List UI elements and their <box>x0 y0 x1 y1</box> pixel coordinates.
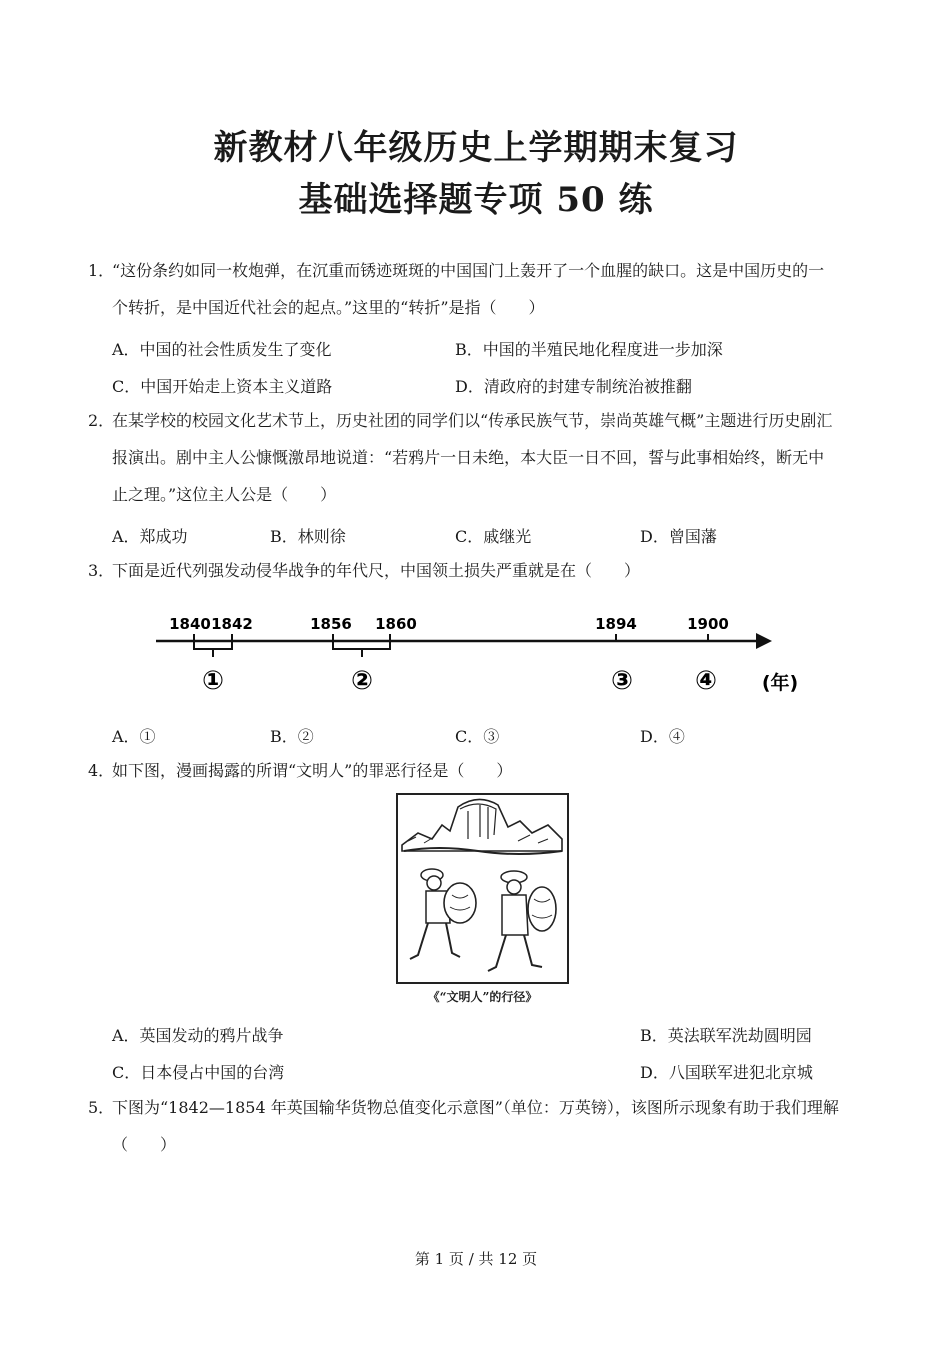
option-a[interactable]: A．郑成功 <box>112 527 188 546</box>
option-b[interactable]: B．英法联军洗劫圆明园 <box>640 1026 812 1045</box>
marker-1: ① <box>201 666 225 696</box>
year-label: 1856 <box>310 615 352 633</box>
year-label: 1842 <box>211 615 253 633</box>
question-text <box>112 752 872 789</box>
year-label: 1860 <box>375 615 417 633</box>
question-text <box>112 402 872 513</box>
option-b[interactable]: B．② <box>270 727 314 746</box>
question-line: 报演出。剧中主人公慷慨激昂地说道：“若鸦片一日未绝，本大臣一日不回，誓与此事相始终，断无中 <box>112 448 825 467</box>
option-d[interactable]: D．④ <box>640 727 685 746</box>
loot-sack-left <box>444 883 476 923</box>
legs-left <box>410 923 460 959</box>
unit-label: (年) <box>761 672 799 694</box>
cartoon-drawing <box>398 795 567 982</box>
question-text <box>112 252 872 326</box>
marker-4: ④ <box>694 666 718 696</box>
question-line: “这份条约如同一枚炮弹，在沉重而锈迹斑斑的中国国门上轰开了一个血腥的缺口。这是中国历史的一 <box>112 261 825 280</box>
option-a[interactable]: A．① <box>112 727 156 746</box>
question-line: （ ） <box>112 1135 177 1154</box>
year-label: 1840 <box>169 615 211 633</box>
question-line: 如下图，漫画揭露的所谓“文明人”的罪恶行径是（ ） <box>112 761 513 780</box>
legs-right <box>488 935 542 971</box>
question-text <box>112 552 872 589</box>
question-number: 1． <box>88 261 115 280</box>
question-line: 下面是近代列强发动侵华战争的年代尺，中国领土损失严重就是在（ ） <box>112 561 641 580</box>
question-number: 4． <box>88 761 115 780</box>
question-line: 个转折，是中国近代社会的起点。”这里的“转折”是指（ ） <box>112 298 545 317</box>
option-b[interactable]: B．林则徐 <box>270 527 346 546</box>
body-right <box>502 895 528 935</box>
question-number: 5． <box>88 1098 115 1117</box>
question-number: 2． <box>88 411 115 430</box>
question-line: 在某学校的校园文化艺术节上，历史社团的同学们以“传承民族气节，崇尚英雄气概”主题进行历史剧汇 <box>112 411 833 430</box>
option-d[interactable]: D．八国联军进犯北京城 <box>640 1063 813 1082</box>
timeline-chart <box>150 605 810 705</box>
option-c[interactable]: C．戚继光 <box>455 527 532 546</box>
option-c[interactable]: C．日本侵占中国的台湾 <box>112 1063 285 1082</box>
option-d[interactable]: D．清政府的封建专制统治被推翻 <box>455 377 692 396</box>
question-line: 止之理。”这位主人公是（ ） <box>112 485 337 504</box>
ruins-drawing <box>402 799 562 851</box>
option-c[interactable]: C．中国开始走上资本主义道路 <box>112 377 333 396</box>
year-label: 1900 <box>687 615 729 633</box>
page-title-line1: 新教材八年级历史上学期期末复习 <box>213 128 739 168</box>
option-c[interactable]: C．③ <box>455 727 500 746</box>
marker-2: ② <box>350 666 374 696</box>
question-number: 3． <box>88 561 115 580</box>
cartoon-image <box>396 793 569 984</box>
option-a[interactable]: A．英国发动的鸦片战争 <box>112 1026 284 1045</box>
option-a[interactable]: A．中国的社会性质发生了变化 <box>112 340 332 359</box>
cartoon-caption: 《“文明人”的行径》 <box>427 990 538 1004</box>
option-b[interactable]: B．中国的半殖民地化程度进一步加深 <box>455 340 723 359</box>
head-left <box>427 876 441 890</box>
question-text <box>112 1089 872 1163</box>
page-footer: 第 1 页 / 共 12 页 <box>414 1250 538 1268</box>
question-line: 下图为“1842—1854 年英国输华货物总值变化示意图”（单位：万英镑），该图所示现象有助于我们理解 <box>112 1098 839 1117</box>
page-title-line2: 基础选择题专项 50 练 <box>298 180 654 220</box>
loot-sack-right <box>528 887 556 931</box>
timeline-arrow-icon <box>756 633 772 649</box>
option-d[interactable]: D．曾国藩 <box>640 527 717 546</box>
marker-3: ③ <box>610 666 634 696</box>
year-label: 1894 <box>595 615 637 633</box>
head-right <box>507 880 521 894</box>
